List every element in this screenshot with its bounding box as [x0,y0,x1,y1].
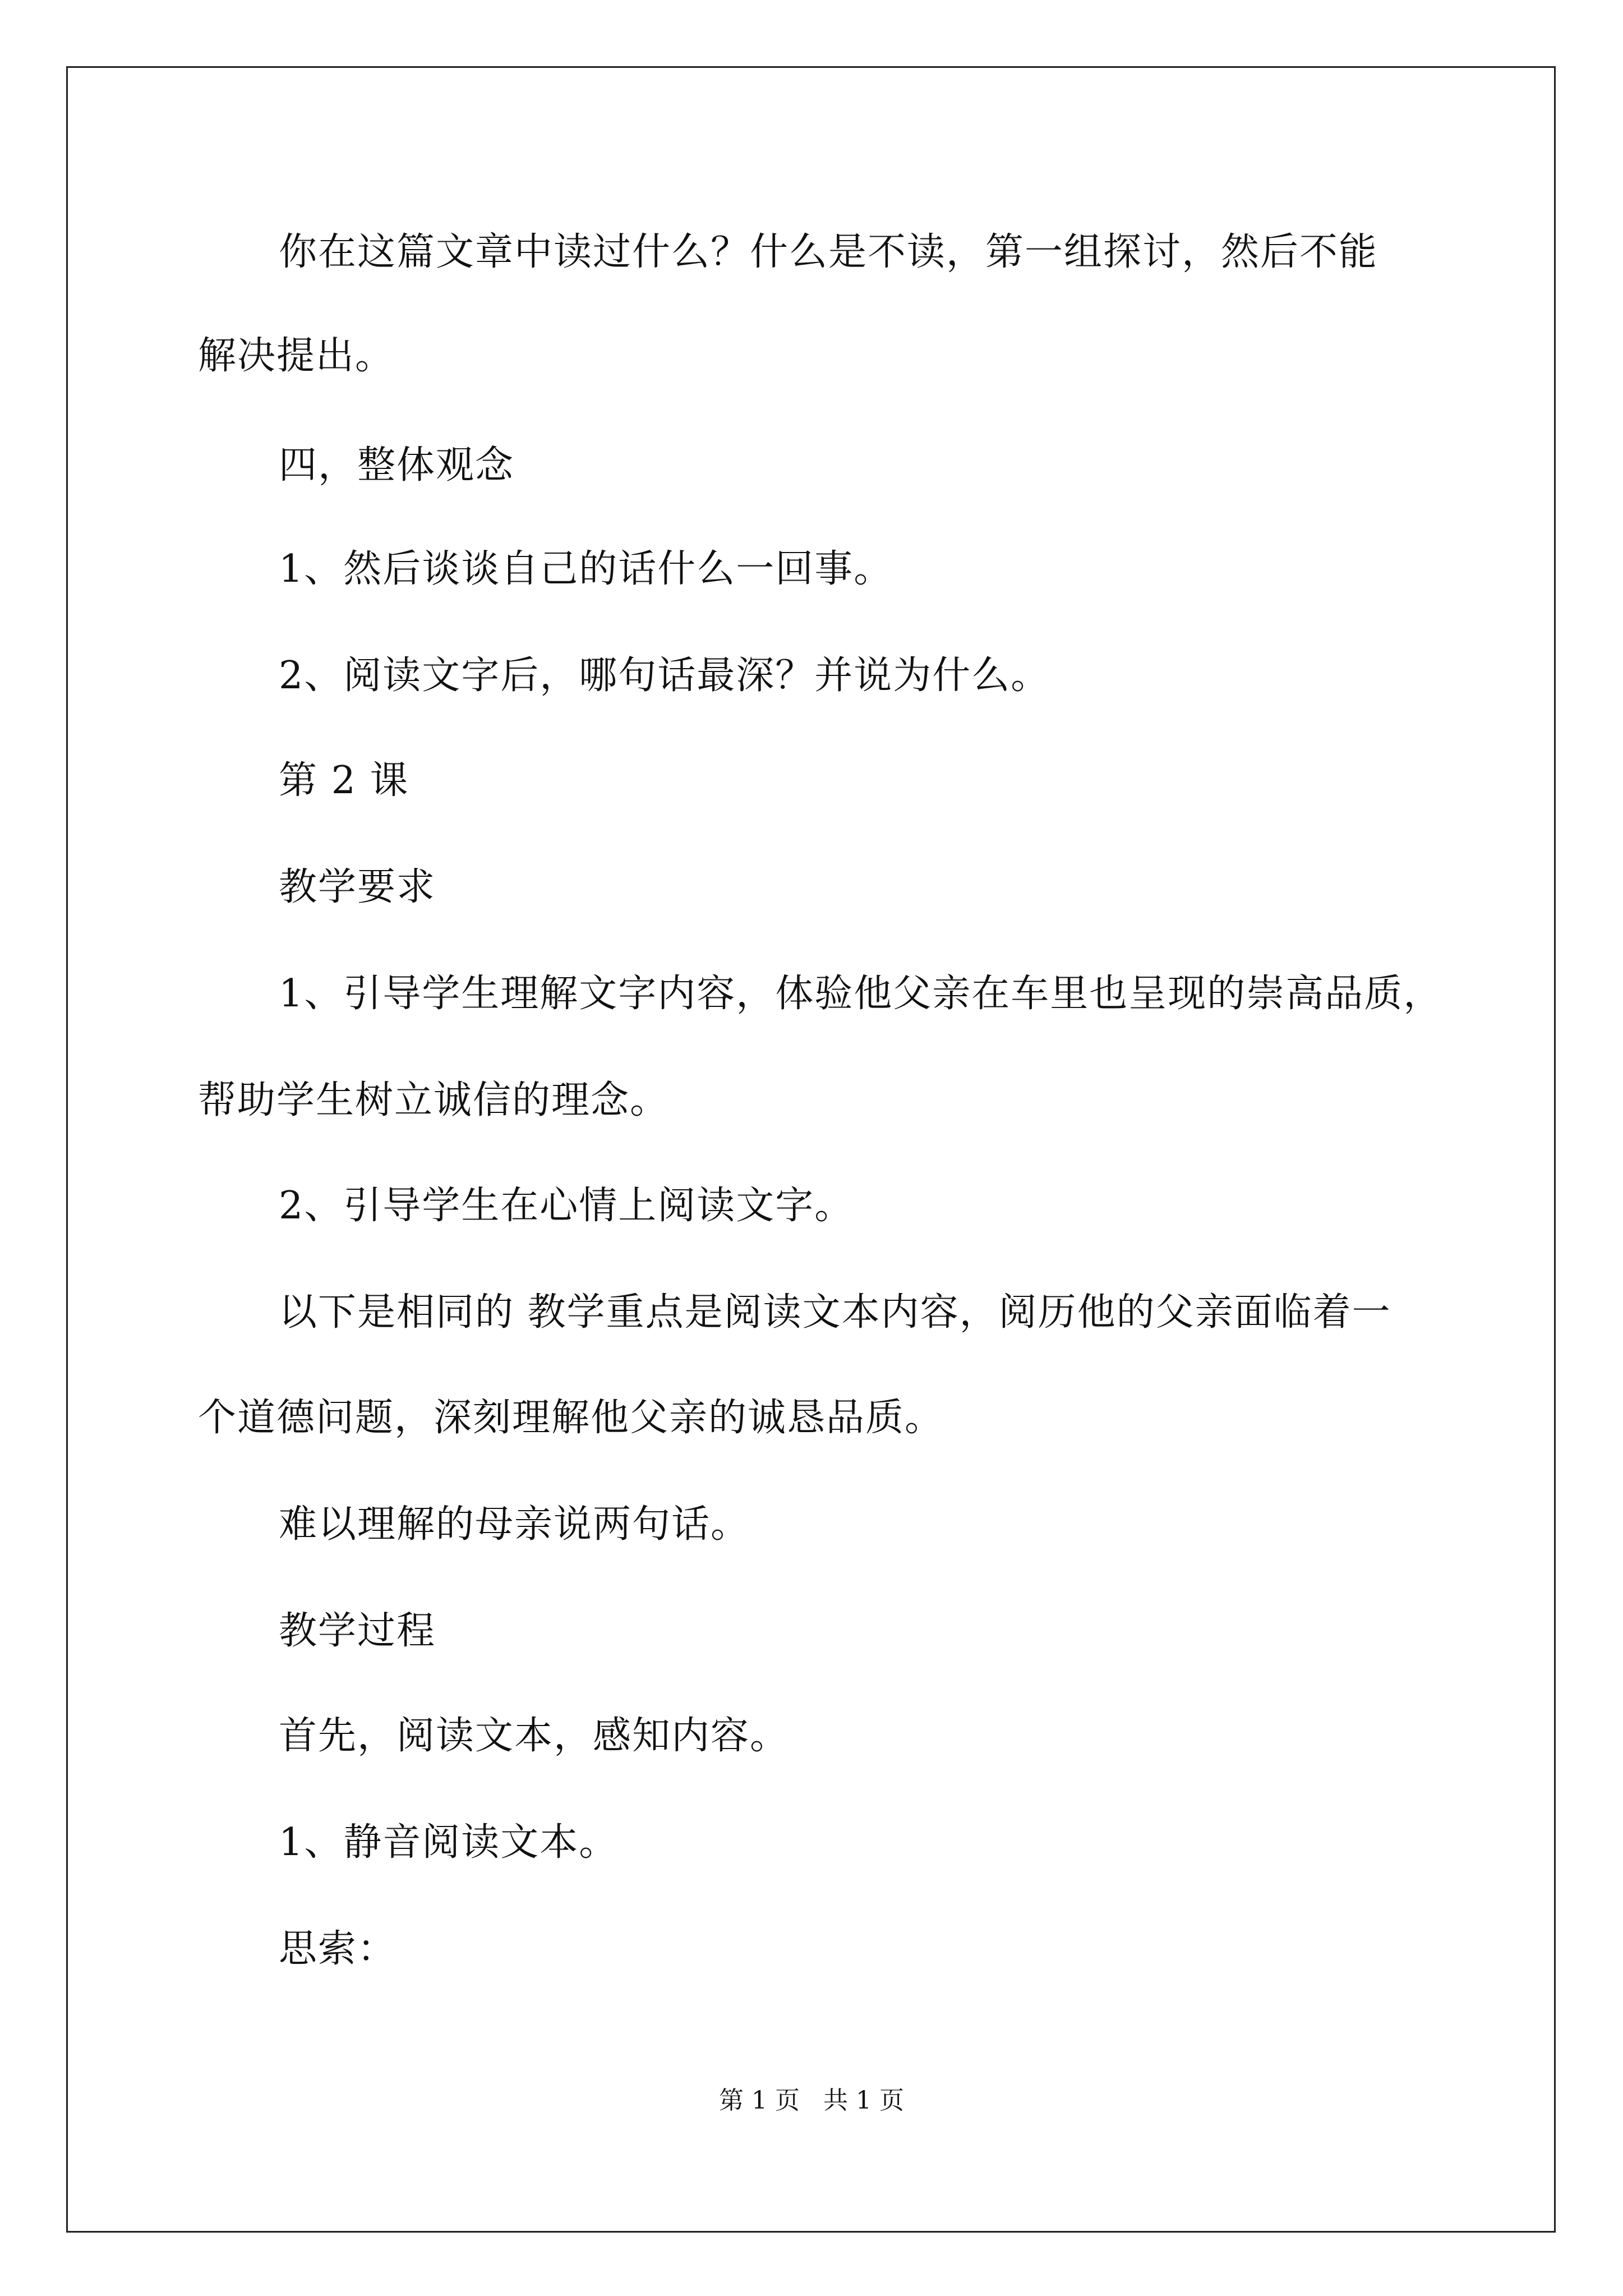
page-frame [66,66,1556,2233]
lesson-heading: 第 2 课 [279,758,409,803]
paragraph-line: 思索： [279,1927,397,1971]
list-item: 1、然后谈谈自己的话什么一回事。 [279,547,893,591]
paragraph-line: 你在这篇文章中读过什么？什么是不读，第一组探讨，然后不能 [279,230,1378,274]
paragraph-line: 解决提出。 [198,334,395,378]
list-item: 2、阅读文字后，哪句话最深？并说为什么。 [279,654,1050,698]
list-item: 1、静音阅读文本。 [279,1820,619,1865]
paragraph-line: 难以理解的母亲说两句话。 [279,1502,750,1547]
section-heading: 教学要求 [279,865,436,909]
page-footer: 第 1 页 共 1 页 [719,2086,904,2115]
paragraph-line: 以下是相同的 教学重点是阅读文本内容，阅历他的父亲面临着一 [279,1290,1391,1335]
paragraph-line: 帮助学生树立诚信的理念。 [198,1078,670,1122]
list-item: 1、引导学生理解文字内容，体验他父亲在车里也呈现的崇高品质， [279,972,1443,1016]
paragraph-line: 首先，阅读文本，感知内容。 [279,1714,790,1758]
section-heading: 四，整体观念 [279,443,515,487]
paragraph-line: 个道德问题，深刻理解他父亲的诚恳品质。 [198,1396,944,1440]
list-item: 2、引导学生在心情上阅读文字。 [279,1184,854,1228]
section-heading: 教学过程 [279,1609,436,1653]
